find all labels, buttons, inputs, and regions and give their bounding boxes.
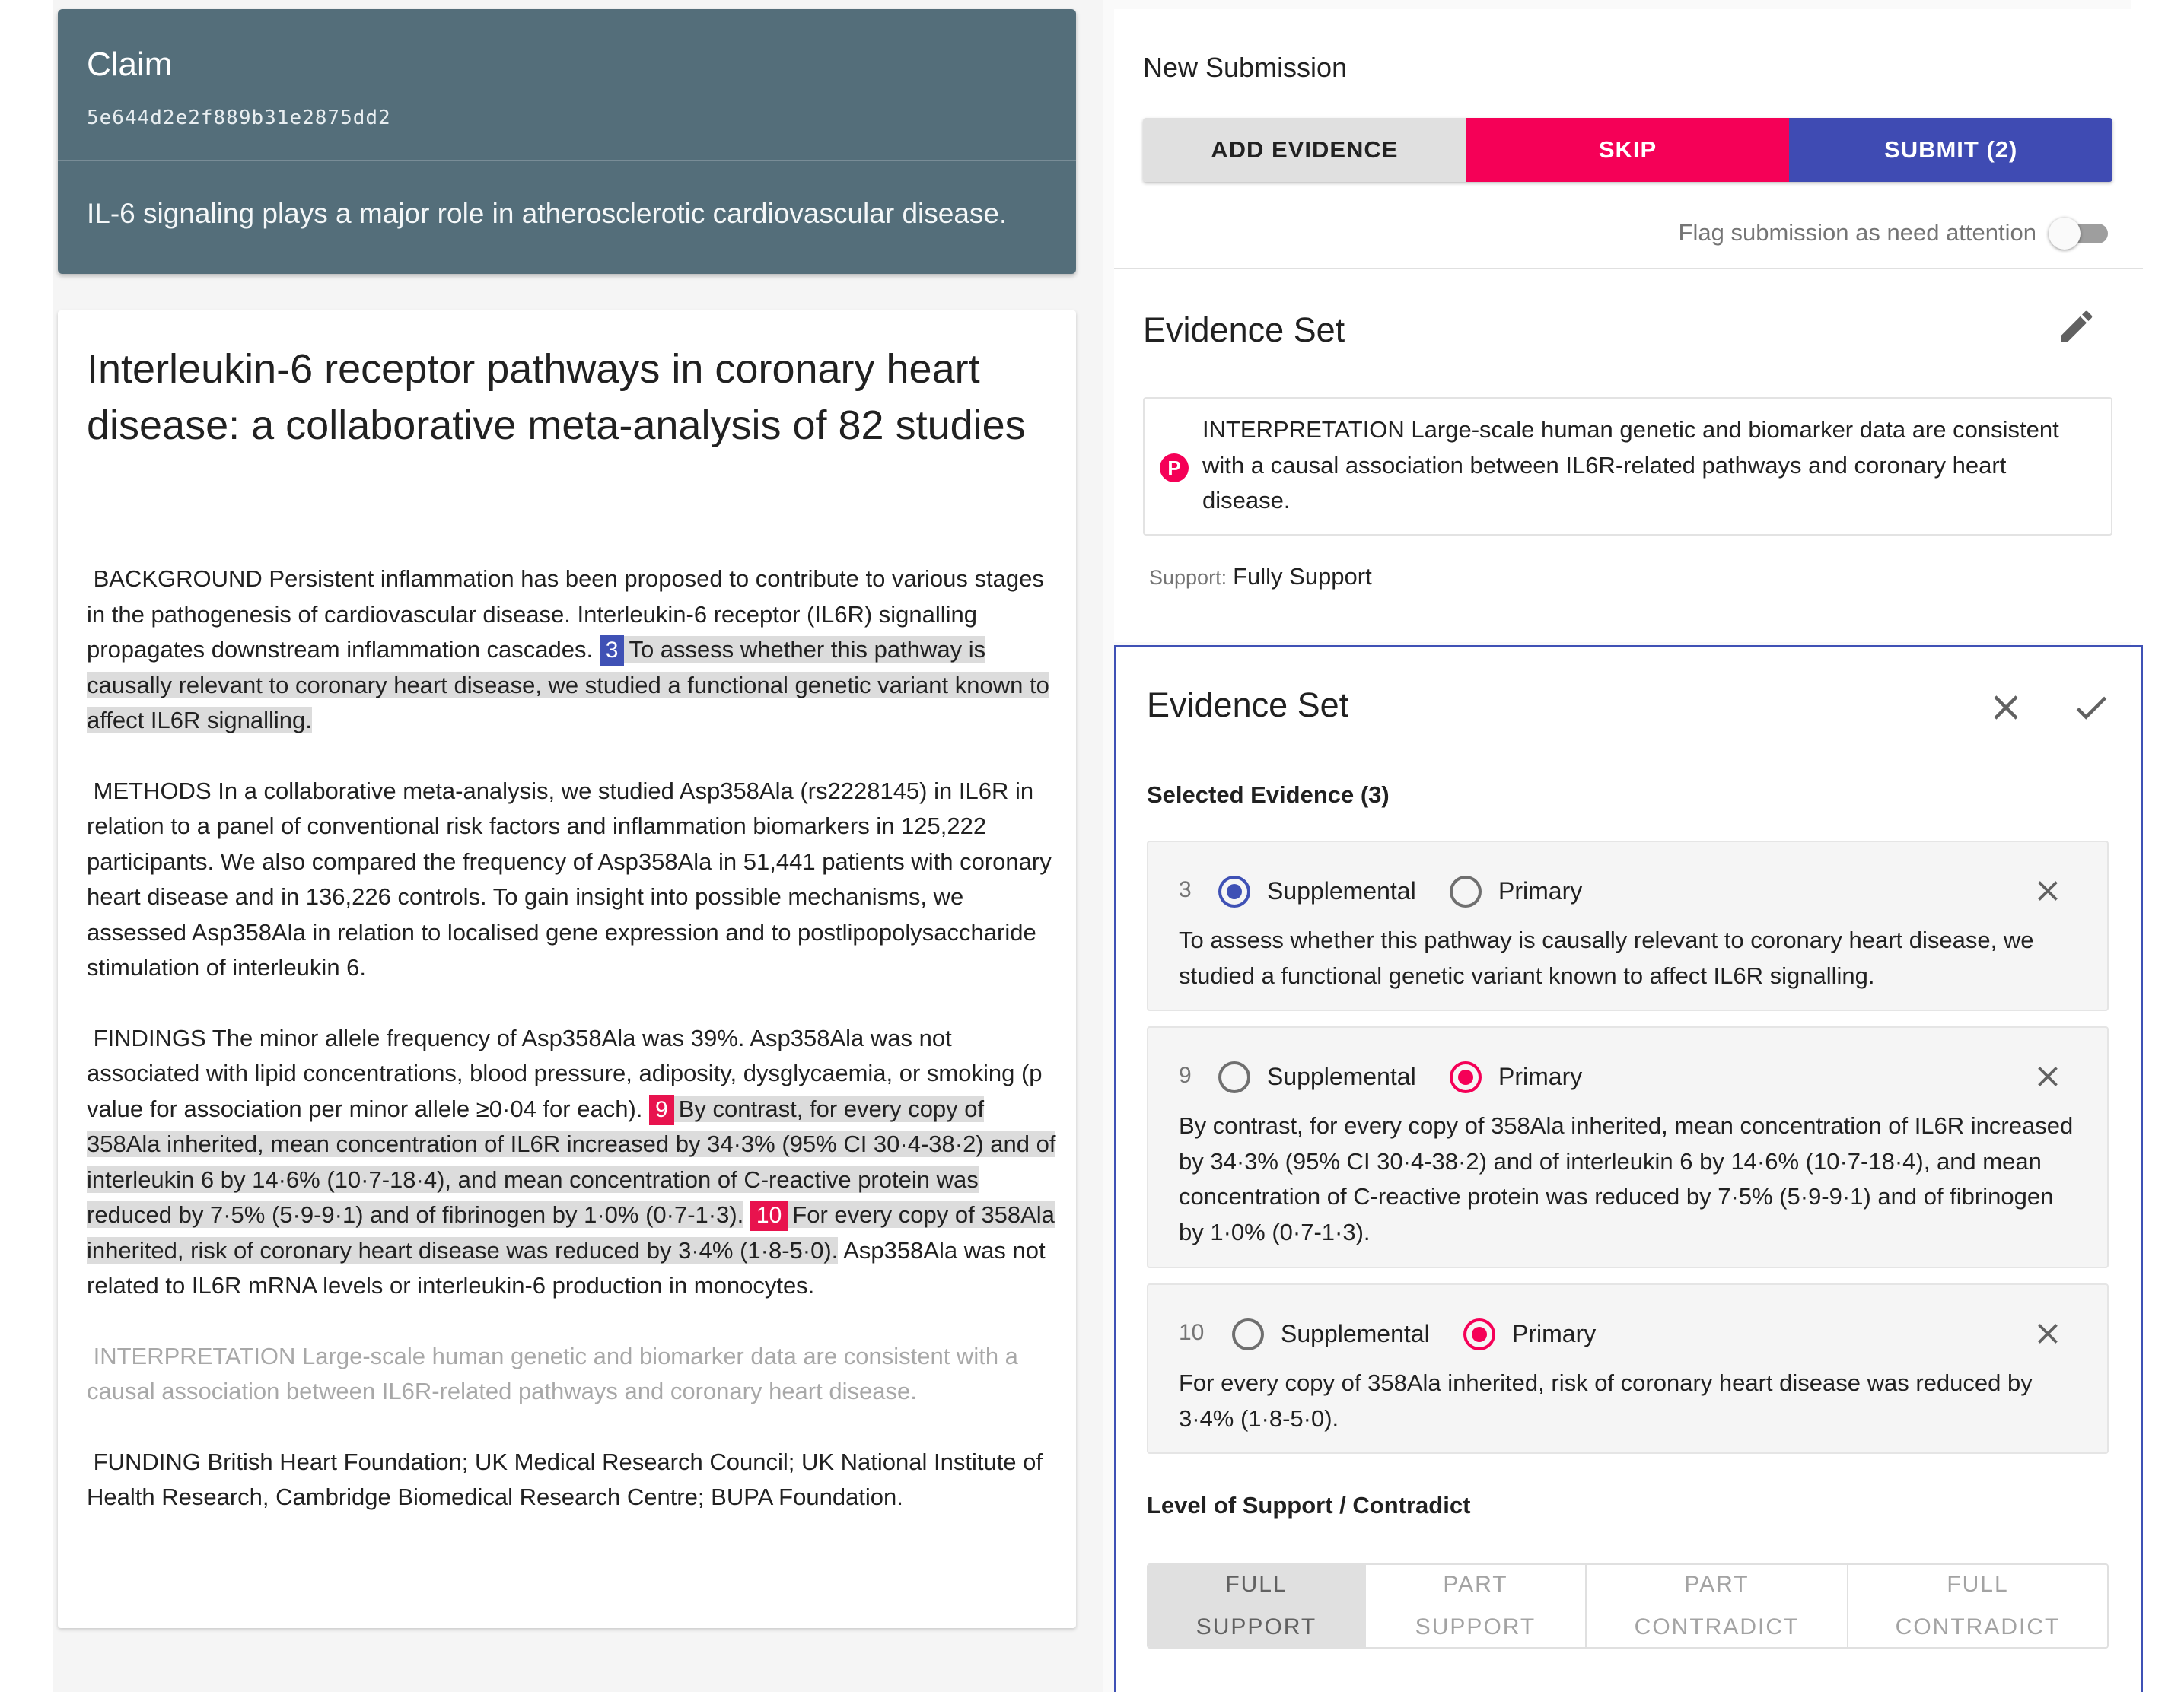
flag-label: Flag submission as need attention [1678, 219, 2036, 246]
claim-text: IL-6 signaling plays a major role in atherosclerotic cardiovascular disease. [87, 198, 1008, 229]
evidence-number: 3 [1179, 877, 1192, 902]
claim-card [58, 9, 1076, 274]
remove-icon[interactable] [2031, 874, 2065, 908]
selected-evidence-text: For every copy of 358Ala inherited, risk of coronary heart disease was reduced by 3·4% (1·8-5·0). [1179, 1369, 2033, 1432]
evidence-badge-3: 3 [600, 635, 625, 666]
sentence-funding[interactable]: FUNDING British Heart Foundation; UK Medical Research Council; UK National Institute of Health Research, Cambridge Biomedical Research Centre; BUPA Foundation. [87, 1448, 1043, 1510]
level-line1: FULL [1225, 1572, 1288, 1597]
saved-evidence-set [1114, 269, 2143, 642]
primary-radio[interactable] [1450, 1061, 1482, 1093]
saved-evidence-set-title: Evidence Set [1143, 310, 1345, 349]
level-line2: SUPPORT [1415, 1614, 1536, 1640]
selected-evidence-title: Selected Evidence (3) [1147, 781, 1390, 808]
abstract-methods [87, 774, 1061, 986]
supplemental-label: Supplemental [1281, 1320, 1430, 1347]
part-support-button[interactable] [1366, 1565, 1587, 1647]
editing-evidence-set-title: Evidence Set [1147, 685, 1349, 724]
part-contradict-button[interactable] [1587, 1565, 1848, 1647]
supplemental-radio[interactable] [1218, 1061, 1250, 1093]
level-line1: PART [1443, 1572, 1508, 1597]
supplemental-radio[interactable] [1218, 876, 1250, 908]
sentence-background-a[interactable]: BACKGROUND Persistent inflammation has been proposed to contribute to various stages in the pathogenesis of cardiovascular disease. Interleukin-6 receptor (IL6R) signalling propagates downstream inflammation cascades. [87, 565, 1044, 663]
claim-divider [58, 160, 1076, 161]
remove-icon[interactable] [2031, 1317, 2065, 1350]
primary-badge: P [1160, 453, 1189, 482]
selected-evidence-item [1147, 841, 2109, 1011]
claim-title: Claim [87, 46, 173, 83]
check-icon[interactable] [2071, 687, 2112, 728]
evidence-number: 9 [1179, 1063, 1192, 1088]
flag-toggle[interactable] [2049, 218, 2112, 248]
sentence-methods[interactable]: METHODS In a collaborative meta-analysis, we studied Asp358Ala (rs2228145) in IL6R in relation to a panel of conventional risk factors and inflammation biomarkers in 125,222 participants. We also compared the frequency of Asp358Ala in 51,441 patients with coronary heart disease and in 136,226 controls. To gain insight into possible mechanisms, we assessed Asp358Ala in relation to localised gene expression and to postlipopolysaccharide stimulation of interleukin 6. [87, 777, 1052, 981]
submission-button-group [1143, 118, 2112, 182]
evidence-number: 10 [1179, 1320, 1205, 1345]
sentence-text-10: For every copy of 358Ala inherited, risk of coronary heart disease was reduced by 3·4% (1·8-5·0). [87, 1201, 1055, 1264]
level-of-support-title: Level of Support / Contradict [1147, 1492, 1471, 1519]
supplemental-radio[interactable] [1232, 1318, 1264, 1350]
support-value: Fully Support [1233, 563, 1372, 590]
supplemental-label: Supplemental [1267, 877, 1416, 905]
full-support-button[interactable] [1148, 1565, 1366, 1647]
remove-icon[interactable] [2031, 1060, 2065, 1093]
selected-evidence-item [1147, 1026, 2109, 1268]
abstract-background [87, 561, 1061, 739]
primary-radio[interactable] [1463, 1318, 1495, 1350]
selected-evidence-text: By contrast, for every copy of 358Ala inherited, mean concentration of IL6R increased by 34·3% (95% CI 30·4-38·2) and of interleukin 6 by 14·6% (10·7-18·4), and mean concentration of C-reactive protein was reduced by 7·5% (5·9-9·1) and of fibrinogen by 1·0% (0·7-1·3). [1179, 1112, 2074, 1245]
paper-abstract [87, 561, 1061, 1550]
primary-label: Primary [1498, 877, 1583, 905]
paper-title: Interleukin-6 receptor pathways in coronary heart disease: a collaborative meta-analysis of 82 studies [87, 346, 1026, 448]
primary-label: Primary [1512, 1320, 1597, 1347]
paper-card [58, 310, 1076, 1628]
sentence-interpretation[interactable]: INTERPRETATION Large-scale human genetic and biomarker data are consistent with a causal association between IL6R-related pathways and coronary heart disease. [87, 1342, 1018, 1404]
abstract-findings [87, 1021, 1061, 1304]
submission-panel [1114, 9, 2143, 268]
close-icon[interactable] [1985, 687, 2026, 728]
sentence-findings-d[interactable]: Asp358Ala was not related to IL6R mRNA levels or interleukin-6 production in monocytes. [87, 1236, 1046, 1299]
primary-radio[interactable] [1450, 876, 1482, 908]
add-evidence-button[interactable]: ADD EVIDENCE [1143, 118, 1466, 182]
level-line2: CONTRADICT [1634, 1614, 1800, 1640]
edit-pencil-icon[interactable] [2056, 306, 2097, 347]
level-line2: SUPPORT [1195, 1614, 1317, 1640]
abstract-interpretation [87, 1339, 1061, 1410]
sentence-text-3: To assess whether this pathway is causally relevant to coronary heart disease, we studied a functional genetic variant known to affect IL6R signalling. [87, 636, 1049, 733]
evidence-badge-10: 10 [750, 1201, 788, 1231]
sentence-findings-a[interactable]: FINDINGS The minor allele frequency of Asp358Ala was 39%. Asp358Ala was not associated with lipid concentrations, blood pressure, adiposity, dysglycaemia, or smoking (p value for association per minor allele ≥0·04 for each). [87, 1024, 1043, 1122]
level-line1: PART [1684, 1572, 1749, 1597]
editing-evidence-set [1114, 645, 2143, 1692]
evidence-badge-9: 9 [649, 1095, 674, 1125]
flag-toggle-thumb [2049, 218, 2081, 250]
saved-evidence-text: INTERPRETATION Large-scale human genetic and biomarker data are consistent with a causal association between IL6R-related pathways and coronary heart disease. [1202, 416, 2059, 514]
sentence-text-9: By contrast, for every copy of 358Ala inherited, mean concentration of IL6R increased by 34·3% (95% CI 30·4-38·2) and of interleukin 6 by 14·6% (10·7-18·4), and mean concentration of C-reactive protein was reduced by 7·5% (5·9-9·1) and of fibrinogen by 1·0% (0·7-1·3). [87, 1095, 1056, 1228]
level-line1: FULL [1947, 1572, 2009, 1597]
submission-title: New Submission [1143, 52, 1348, 83]
level-line2: CONTRADICT [1895, 1614, 2061, 1640]
skip-button[interactable]: SKIP [1466, 118, 1790, 182]
saved-evidence-item [1143, 397, 2112, 536]
submit-button[interactable]: SUBMIT (2) [1789, 118, 2112, 182]
level-of-support-group [1147, 1563, 2109, 1649]
full-contradict-button[interactable] [1848, 1565, 2107, 1647]
supplemental-label: Supplemental [1267, 1063, 1416, 1090]
selected-evidence-text: To assess whether this pathway is causally relevant to coronary heart disease, we studied a functional genetic variant known to affect IL6R signalling. [1179, 927, 2034, 989]
primary-label: Primary [1498, 1063, 1583, 1090]
abstract-funding [87, 1445, 1061, 1515]
support-line [1149, 563, 1372, 590]
support-label: Support: [1149, 566, 1227, 589]
selected-evidence-item [1147, 1283, 2109, 1454]
claim-id: 5e644d2e2f889b31e2875dd2 [87, 107, 391, 129]
